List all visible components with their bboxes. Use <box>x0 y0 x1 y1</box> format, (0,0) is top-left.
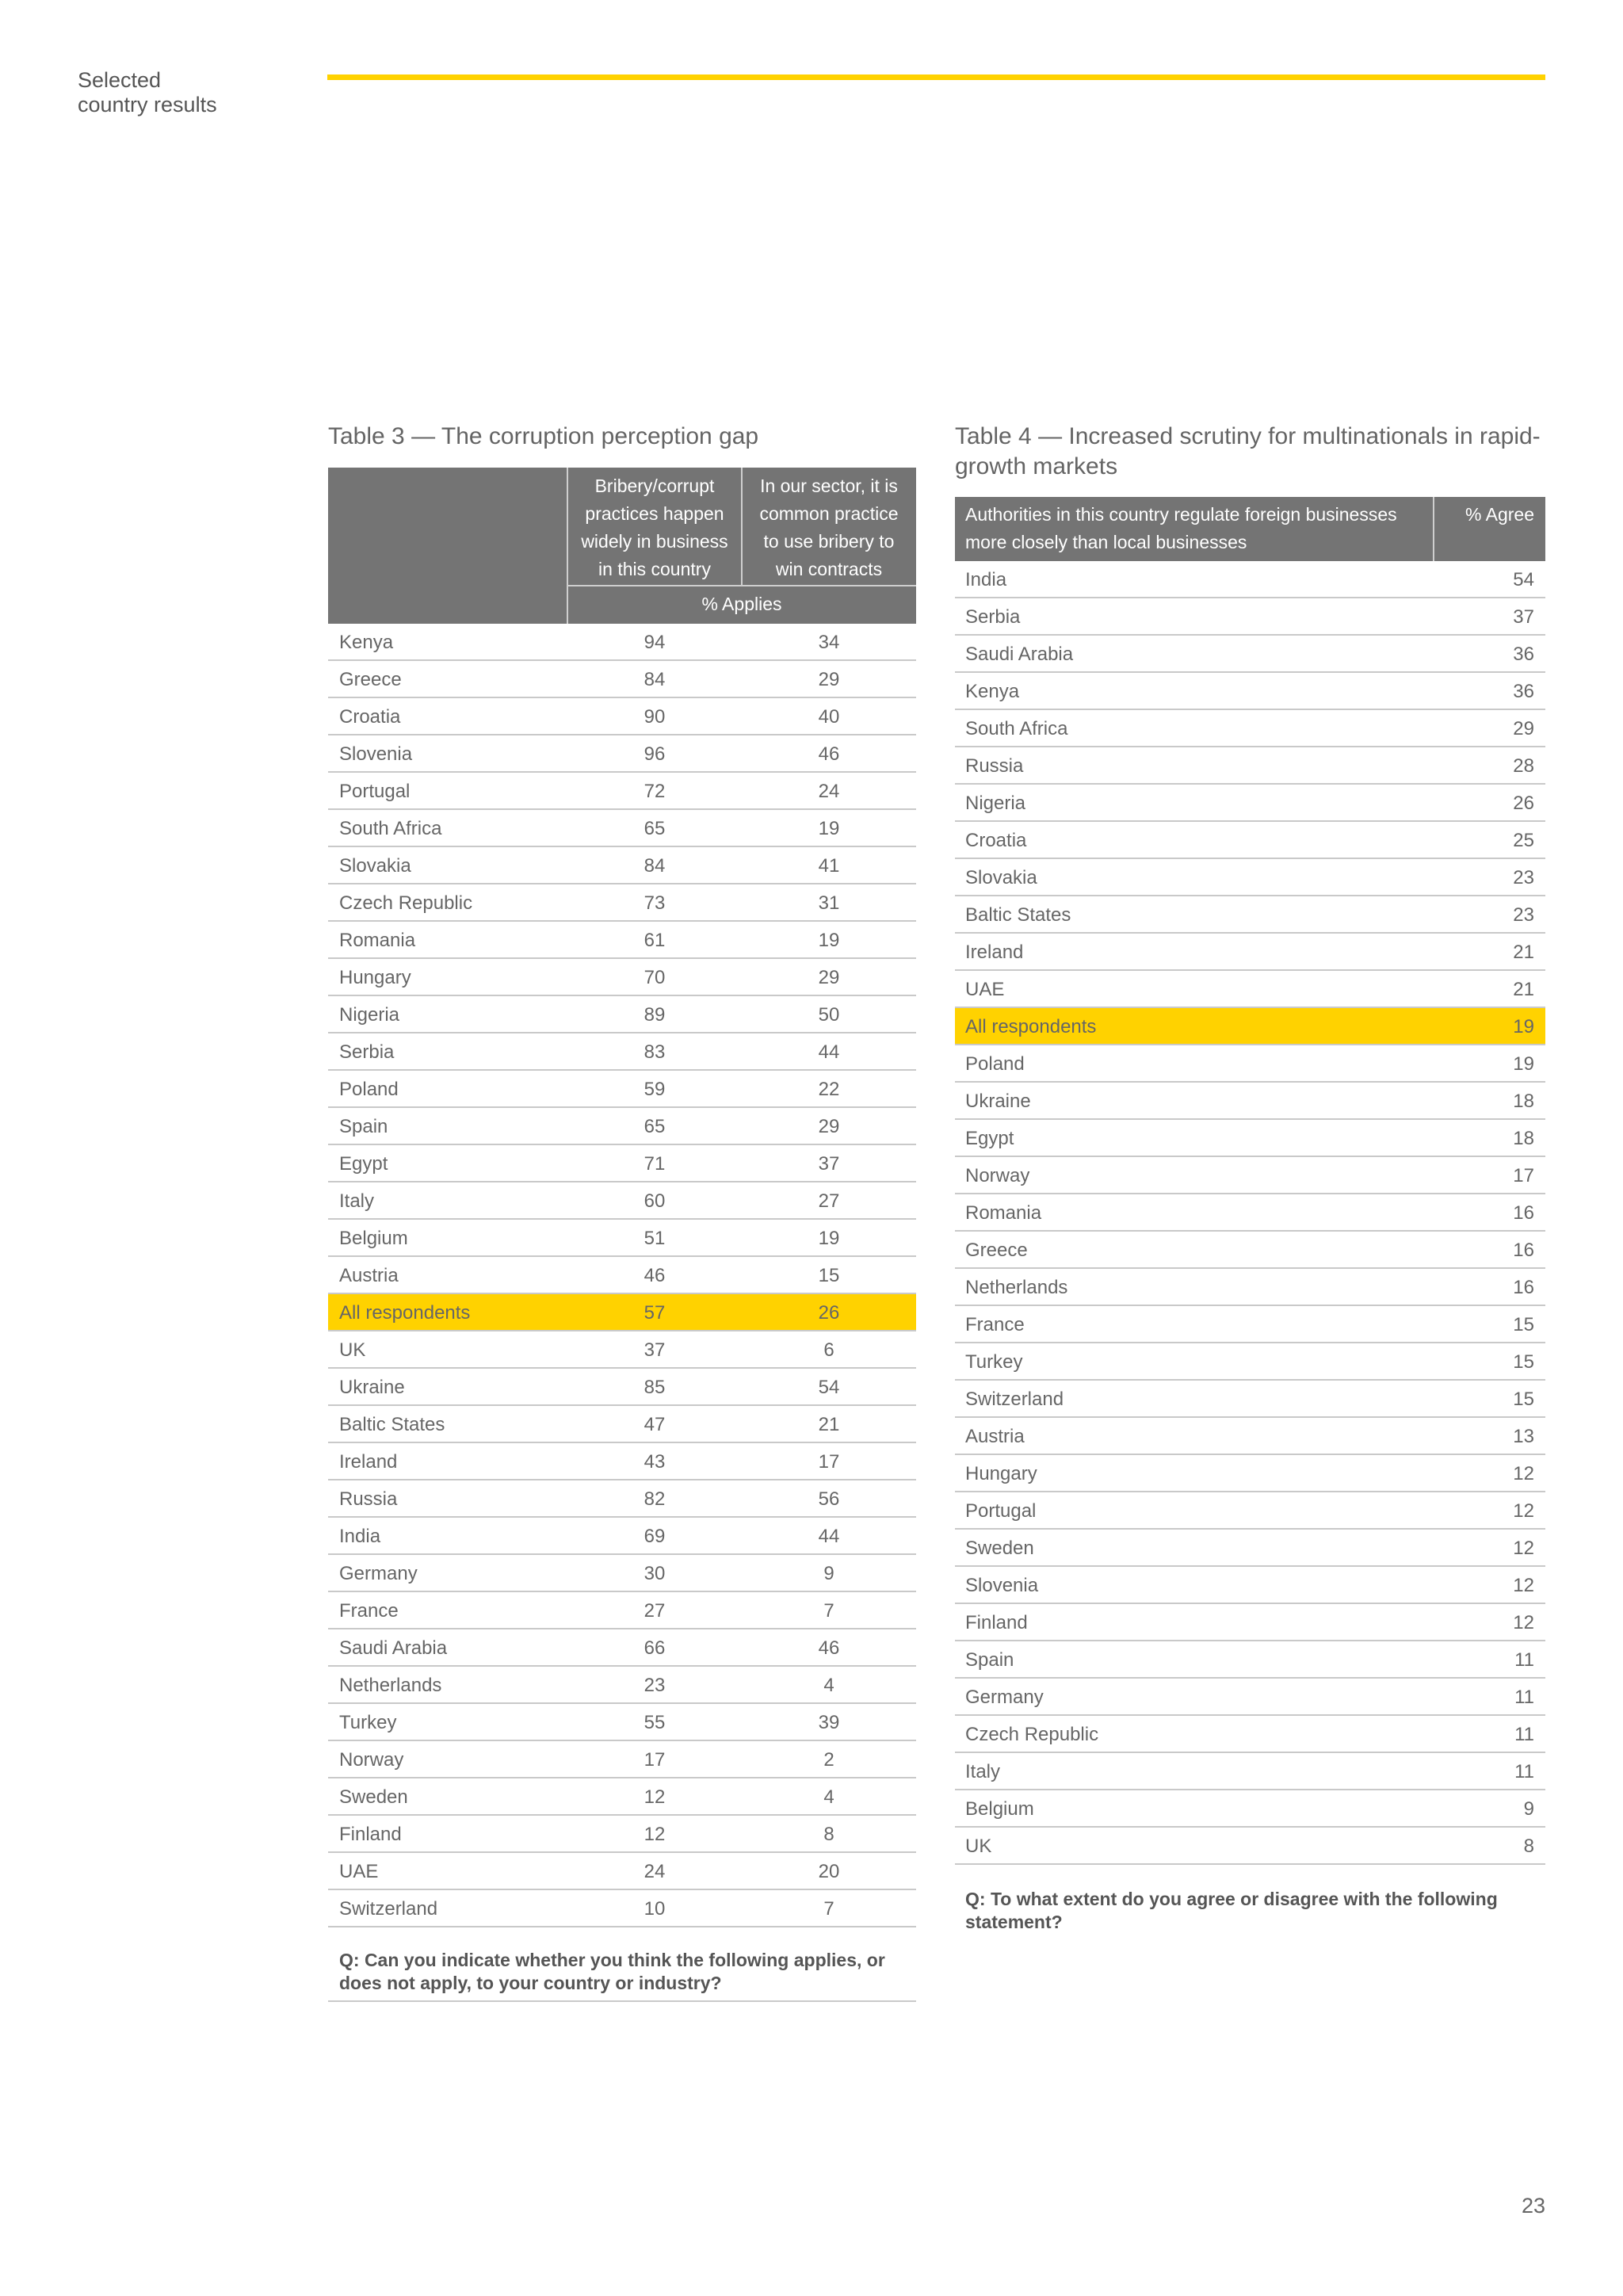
country-name: Hungary <box>339 967 411 988</box>
country-name: Netherlands <box>339 1675 442 1696</box>
sector-bribery-value: 56 <box>818 1488 840 1510</box>
country-name: Kenya <box>339 632 394 653</box>
table-row <box>955 561 1545 598</box>
table-row <box>955 971 1545 1008</box>
country-name: Norway <box>339 1749 404 1771</box>
table-row <box>328 847 916 884</box>
country-name: Italy <box>965 1761 1001 1782</box>
table-row <box>955 822 1545 859</box>
table4-question: Q: To what extent do you agree or disagree with the following statement? <box>965 1889 1498 1932</box>
table-row <box>328 1369 916 1406</box>
sector-bribery-value: 22 <box>818 1079 840 1100</box>
bribery-widespread-value: 65 <box>643 818 666 839</box>
sector-bribery-value: 15 <box>818 1265 840 1286</box>
table-row <box>328 624 916 661</box>
table-row <box>955 1232 1545 1269</box>
table-row <box>955 1641 1545 1679</box>
table3-col1-header: Bribery/corrupt practices happen widely in business in this country <box>581 476 728 579</box>
sector-bribery-value: 2 <box>823 1749 834 1771</box>
table-row <box>955 1492 1545 1530</box>
table-row <box>328 1443 916 1480</box>
country-name: Norway <box>965 1165 1030 1186</box>
table-row <box>955 1567 1545 1604</box>
country-name: Nigeria <box>965 793 1026 814</box>
country-name: Russia <box>965 755 1024 777</box>
table-row <box>328 1145 916 1182</box>
table-row <box>955 1716 1545 1753</box>
table-row <box>328 1294 916 1331</box>
table-row <box>328 1071 916 1108</box>
country-name: Slovenia <box>965 1575 1039 1596</box>
table4-statement-header: Authorities in this country regulate foreign businesses more closely than local businesses <box>965 504 1397 552</box>
bribery-widespread-value: 37 <box>643 1339 666 1361</box>
section-label <box>78 68 315 117</box>
country-name: France <box>965 1314 1025 1335</box>
agree-value: 11 <box>1514 1761 1534 1782</box>
bribery-widespread-value: 27 <box>643 1600 666 1622</box>
agree-value: 21 <box>1513 942 1534 963</box>
bribery-widespread-value: 94 <box>643 632 666 653</box>
bribery-widespread-value: 43 <box>643 1451 666 1473</box>
country-name: Saudi Arabia <box>339 1637 448 1659</box>
table-row <box>955 859 1545 896</box>
table-row <box>328 884 916 922</box>
agree-value: 17 <box>1513 1165 1534 1186</box>
country-name: Slovakia <box>965 867 1037 888</box>
table-row <box>328 1778 916 1816</box>
country-name: Croatia <box>965 830 1027 851</box>
country-name: Baltic States <box>339 1414 445 1435</box>
table-row <box>955 1045 1545 1083</box>
bribery-widespread-value: 96 <box>643 743 666 765</box>
sector-bribery-value: 9 <box>823 1563 834 1584</box>
table-row <box>328 1480 916 1518</box>
table3-header-divider <box>741 468 743 585</box>
section-label-line1: Selected <box>78 68 162 92</box>
table-row <box>955 785 1545 822</box>
bribery-widespread-value: 17 <box>643 1749 666 1771</box>
country-name: Serbia <box>965 606 1021 628</box>
table-row <box>328 1667 916 1704</box>
agree-value: 12 <box>1513 1612 1534 1633</box>
table-row <box>328 735 916 773</box>
agree-value: 23 <box>1513 867 1534 888</box>
sector-bribery-value: 19 <box>818 1228 840 1249</box>
agree-value: 12 <box>1513 1500 1534 1522</box>
country-name: Egypt <box>965 1128 1014 1149</box>
agree-value: 28 <box>1513 755 1534 777</box>
country-name: Finland <box>339 1824 402 1845</box>
table-row <box>955 1269 1545 1306</box>
agree-value: 26 <box>1513 793 1534 814</box>
bribery-widespread-value: 71 <box>643 1153 666 1175</box>
country-name: Poland <box>339 1079 399 1100</box>
sector-bribery-value: 27 <box>818 1190 840 1212</box>
country-name: Turkey <box>965 1351 1023 1373</box>
country-name: Sweden <box>965 1538 1034 1559</box>
agree-value: 19 <box>1513 1016 1534 1037</box>
sector-bribery-value: 17 <box>818 1451 840 1473</box>
country-name: Russia <box>339 1488 398 1510</box>
agree-value: 23 <box>1513 904 1534 926</box>
table-row <box>328 1033 916 1071</box>
bribery-widespread-value: 61 <box>643 930 666 951</box>
country-name: Ukraine <box>339 1377 405 1398</box>
table-row <box>955 1418 1545 1455</box>
country-name: Egypt <box>339 1153 388 1175</box>
header-rule <box>327 74 1545 80</box>
country-name: All respondents <box>339 1302 471 1324</box>
table-row <box>955 1828 1545 1865</box>
country-name: Belgium <box>965 1798 1034 1820</box>
table3-title: Table 3 — The corruption perception gap <box>328 423 759 449</box>
agree-value: 25 <box>1513 830 1534 851</box>
bribery-widespread-value: 12 <box>643 1786 666 1808</box>
sector-bribery-value: 7 <box>823 1898 834 1920</box>
country-name: Turkey <box>339 1712 397 1733</box>
table-row <box>328 1182 916 1220</box>
country-name: South Africa <box>339 818 442 839</box>
table3-question: Q: Can you indicate whether you think the following applies, or does not apply, to your country or industry? <box>339 1950 885 1993</box>
table4-value-header: % Agree <box>1465 504 1534 525</box>
country-name: Saudi Arabia <box>965 644 1074 665</box>
sector-bribery-value: 29 <box>818 1116 840 1137</box>
sector-bribery-value: 29 <box>818 669 840 690</box>
country-name: India <box>965 569 1007 590</box>
country-name: Austria <box>339 1265 399 1286</box>
table3-bottom-rule <box>328 2000 916 2002</box>
table3-header-divider <box>567 468 568 624</box>
sector-bribery-value: 24 <box>818 781 840 802</box>
table3-col2-header: In our sector, it is common practice to use bribery to win contracts <box>759 476 899 579</box>
bribery-widespread-value: 30 <box>643 1563 666 1584</box>
table-row <box>955 1194 1545 1232</box>
sector-bribery-value: 34 <box>818 632 840 653</box>
country-name: Ireland <box>965 942 1024 963</box>
table3-header-divider <box>567 585 916 586</box>
country-name: All respondents <box>965 1016 1097 1037</box>
agree-value: 11 <box>1514 1649 1534 1671</box>
agree-value: 11 <box>1514 1687 1534 1708</box>
bribery-widespread-value: 90 <box>643 706 666 728</box>
agree-value: 16 <box>1513 1277 1534 1298</box>
table-row <box>328 773 916 810</box>
country-name: Slovenia <box>339 743 413 765</box>
table-row <box>955 1530 1545 1567</box>
bribery-widespread-value: 69 <box>643 1526 666 1547</box>
agree-value: 19 <box>1513 1053 1534 1075</box>
country-name: Poland <box>965 1053 1025 1075</box>
country-name: Belgium <box>339 1228 408 1249</box>
sector-bribery-value: 54 <box>818 1377 840 1398</box>
table-row <box>955 1157 1545 1194</box>
country-name: Greece <box>965 1240 1028 1261</box>
sector-bribery-value: 44 <box>818 1526 840 1547</box>
table-row <box>955 1790 1545 1828</box>
bribery-widespread-value: 47 <box>643 1414 666 1435</box>
table-row <box>955 1604 1545 1641</box>
bribery-widespread-value: 51 <box>643 1228 666 1249</box>
bribery-widespread-value: 65 <box>643 1116 666 1137</box>
table-row <box>955 1120 1545 1157</box>
table-row <box>328 1890 916 1927</box>
table-row <box>955 747 1545 785</box>
country-name: UAE <box>339 1861 379 1882</box>
country-name: Romania <box>339 930 416 951</box>
sector-bribery-value: 4 <box>823 1675 834 1696</box>
table-row <box>328 1518 916 1555</box>
agree-value: 36 <box>1513 681 1534 702</box>
agree-value: 12 <box>1513 1538 1534 1559</box>
country-name: India <box>339 1526 381 1547</box>
table4-header <box>955 497 1545 561</box>
country-name: Italy <box>339 1190 375 1212</box>
table3-body <box>328 624 916 1927</box>
sector-bribery-value: 46 <box>818 743 840 765</box>
section-label-line2: country results <box>78 93 217 117</box>
agree-value: 21 <box>1513 979 1534 1000</box>
bribery-widespread-value: 82 <box>643 1488 666 1510</box>
bribery-widespread-value: 83 <box>643 1041 666 1063</box>
table-row <box>328 922 916 959</box>
table-row <box>328 1704 916 1741</box>
table4-header-divider <box>1433 497 1434 561</box>
bribery-widespread-value: 85 <box>643 1377 666 1398</box>
table-row <box>328 1406 916 1443</box>
table-row <box>328 1220 916 1257</box>
table3-header <box>328 468 916 624</box>
bribery-widespread-value: 70 <box>643 967 666 988</box>
sector-bribery-value: 20 <box>818 1861 840 1882</box>
country-name: Czech Republic <box>339 892 473 914</box>
table-row <box>328 1331 916 1369</box>
country-name: Portugal <box>339 781 411 802</box>
table3-unit-header: % Applies <box>701 594 782 614</box>
table-row <box>328 1629 916 1667</box>
page-number: 23 <box>1521 2194 1545 2218</box>
table4-body <box>955 561 1545 1865</box>
table-row <box>955 710 1545 747</box>
table-row <box>955 1381 1545 1418</box>
bribery-widespread-value: 73 <box>643 892 666 914</box>
bribery-widespread-value: 59 <box>643 1079 666 1100</box>
country-name: Finland <box>965 1612 1028 1633</box>
agree-value: 13 <box>1513 1426 1534 1447</box>
bribery-widespread-value: 55 <box>643 1712 666 1733</box>
bribery-widespread-value: 46 <box>643 1265 666 1286</box>
table-row <box>328 1853 916 1890</box>
sector-bribery-value: 19 <box>818 930 840 951</box>
agree-value: 12 <box>1513 1575 1534 1596</box>
country-name: UK <box>965 1836 992 1857</box>
table-row <box>955 1679 1545 1716</box>
agree-value: 18 <box>1513 1091 1534 1112</box>
agree-value: 11 <box>1514 1724 1534 1745</box>
sector-bribery-value: 19 <box>818 818 840 839</box>
agree-value: 37 <box>1513 606 1534 628</box>
country-name: Greece <box>339 669 402 690</box>
sector-bribery-value: 46 <box>818 1637 840 1659</box>
agree-value: 9 <box>1523 1798 1534 1820</box>
bribery-widespread-value: 66 <box>643 1637 666 1659</box>
agree-value: 29 <box>1513 718 1534 739</box>
bribery-widespread-value: 84 <box>643 669 666 690</box>
country-name: UK <box>339 1339 366 1361</box>
table-row <box>328 698 916 735</box>
bribery-widespread-value: 72 <box>643 781 666 802</box>
bribery-widespread-value: 89 <box>643 1004 666 1026</box>
sector-bribery-value: 29 <box>818 967 840 988</box>
sector-bribery-value: 26 <box>818 1302 840 1324</box>
country-name: Ukraine <box>965 1091 1031 1112</box>
table-row <box>955 934 1545 971</box>
country-name: Austria <box>965 1426 1025 1447</box>
bribery-widespread-value: 23 <box>643 1675 666 1696</box>
table-row <box>328 810 916 847</box>
country-name: Portugal <box>965 1500 1037 1522</box>
table-row <box>955 1343 1545 1381</box>
table-row <box>328 1592 916 1629</box>
country-name: Spain <box>965 1649 1014 1671</box>
table-row <box>955 636 1545 673</box>
table-row <box>955 673 1545 710</box>
country-name: Sweden <box>339 1786 408 1808</box>
table4-title: Table 4 — Increased scrutiny for multinationals in rapid-growth markets <box>955 423 1541 479</box>
sector-bribery-value: 37 <box>818 1153 840 1175</box>
table-row <box>955 1455 1545 1492</box>
country-name: Germany <box>339 1563 418 1584</box>
agree-value: 18 <box>1513 1128 1534 1149</box>
table-row <box>328 996 916 1033</box>
country-name: Kenya <box>965 681 1020 702</box>
bribery-widespread-value: 84 <box>643 855 666 877</box>
sector-bribery-value: 6 <box>823 1339 834 1361</box>
table-row <box>328 959 916 996</box>
table-row <box>328 1108 916 1145</box>
sector-bribery-value: 4 <box>823 1786 834 1808</box>
country-name: Baltic States <box>965 904 1071 926</box>
sector-bribery-value: 31 <box>818 892 840 914</box>
country-name: Hungary <box>965 1463 1037 1484</box>
country-name: Spain <box>339 1116 388 1137</box>
agree-value: 36 <box>1513 644 1534 665</box>
table-row <box>328 1816 916 1853</box>
table-row <box>955 1306 1545 1343</box>
country-name: France <box>339 1600 399 1622</box>
bribery-widespread-value: 60 <box>643 1190 666 1212</box>
table-row <box>328 1555 916 1592</box>
table-row <box>955 1008 1545 1045</box>
country-name: Serbia <box>339 1041 395 1063</box>
table-row <box>955 1753 1545 1790</box>
country-name: Switzerland <box>965 1389 1064 1410</box>
bribery-widespread-value: 57 <box>643 1302 666 1324</box>
bribery-widespread-value: 24 <box>643 1861 666 1882</box>
agree-value: 15 <box>1513 1351 1534 1373</box>
country-name: UAE <box>965 979 1005 1000</box>
sector-bribery-value: 40 <box>818 706 840 728</box>
table-row <box>955 1083 1545 1120</box>
agree-value: 12 <box>1513 1463 1534 1484</box>
sector-bribery-value: 44 <box>818 1041 840 1063</box>
country-name: Ireland <box>339 1451 398 1473</box>
agree-value: 8 <box>1523 1836 1534 1857</box>
table-row <box>328 1257 916 1294</box>
sector-bribery-value: 21 <box>818 1414 840 1435</box>
country-name: Nigeria <box>339 1004 400 1026</box>
table-row <box>955 896 1545 934</box>
bribery-widespread-value: 12 <box>643 1824 666 1845</box>
table-row <box>955 598 1545 636</box>
country-name: Slovakia <box>339 855 411 877</box>
country-name: Croatia <box>339 706 401 728</box>
agree-value: 15 <box>1513 1389 1534 1410</box>
sector-bribery-value: 7 <box>823 1600 834 1622</box>
country-name: Switzerland <box>339 1898 438 1920</box>
sector-bribery-value: 39 <box>818 1712 840 1733</box>
country-name: Czech Republic <box>965 1724 1099 1745</box>
agree-value: 54 <box>1513 569 1534 590</box>
table-row <box>328 1741 916 1778</box>
bribery-widespread-value: 10 <box>643 1898 666 1920</box>
sector-bribery-value: 8 <box>823 1824 834 1845</box>
sector-bribery-value: 50 <box>818 1004 840 1026</box>
table-row <box>328 661 916 698</box>
agree-value: 15 <box>1513 1314 1534 1335</box>
agree-value: 16 <box>1513 1240 1534 1261</box>
sector-bribery-value: 41 <box>818 855 840 877</box>
agree-value: 16 <box>1513 1202 1534 1224</box>
country-name: Romania <box>965 1202 1042 1224</box>
country-name: Netherlands <box>965 1277 1068 1298</box>
country-name: South Africa <box>965 718 1068 739</box>
country-name: Germany <box>965 1687 1044 1708</box>
